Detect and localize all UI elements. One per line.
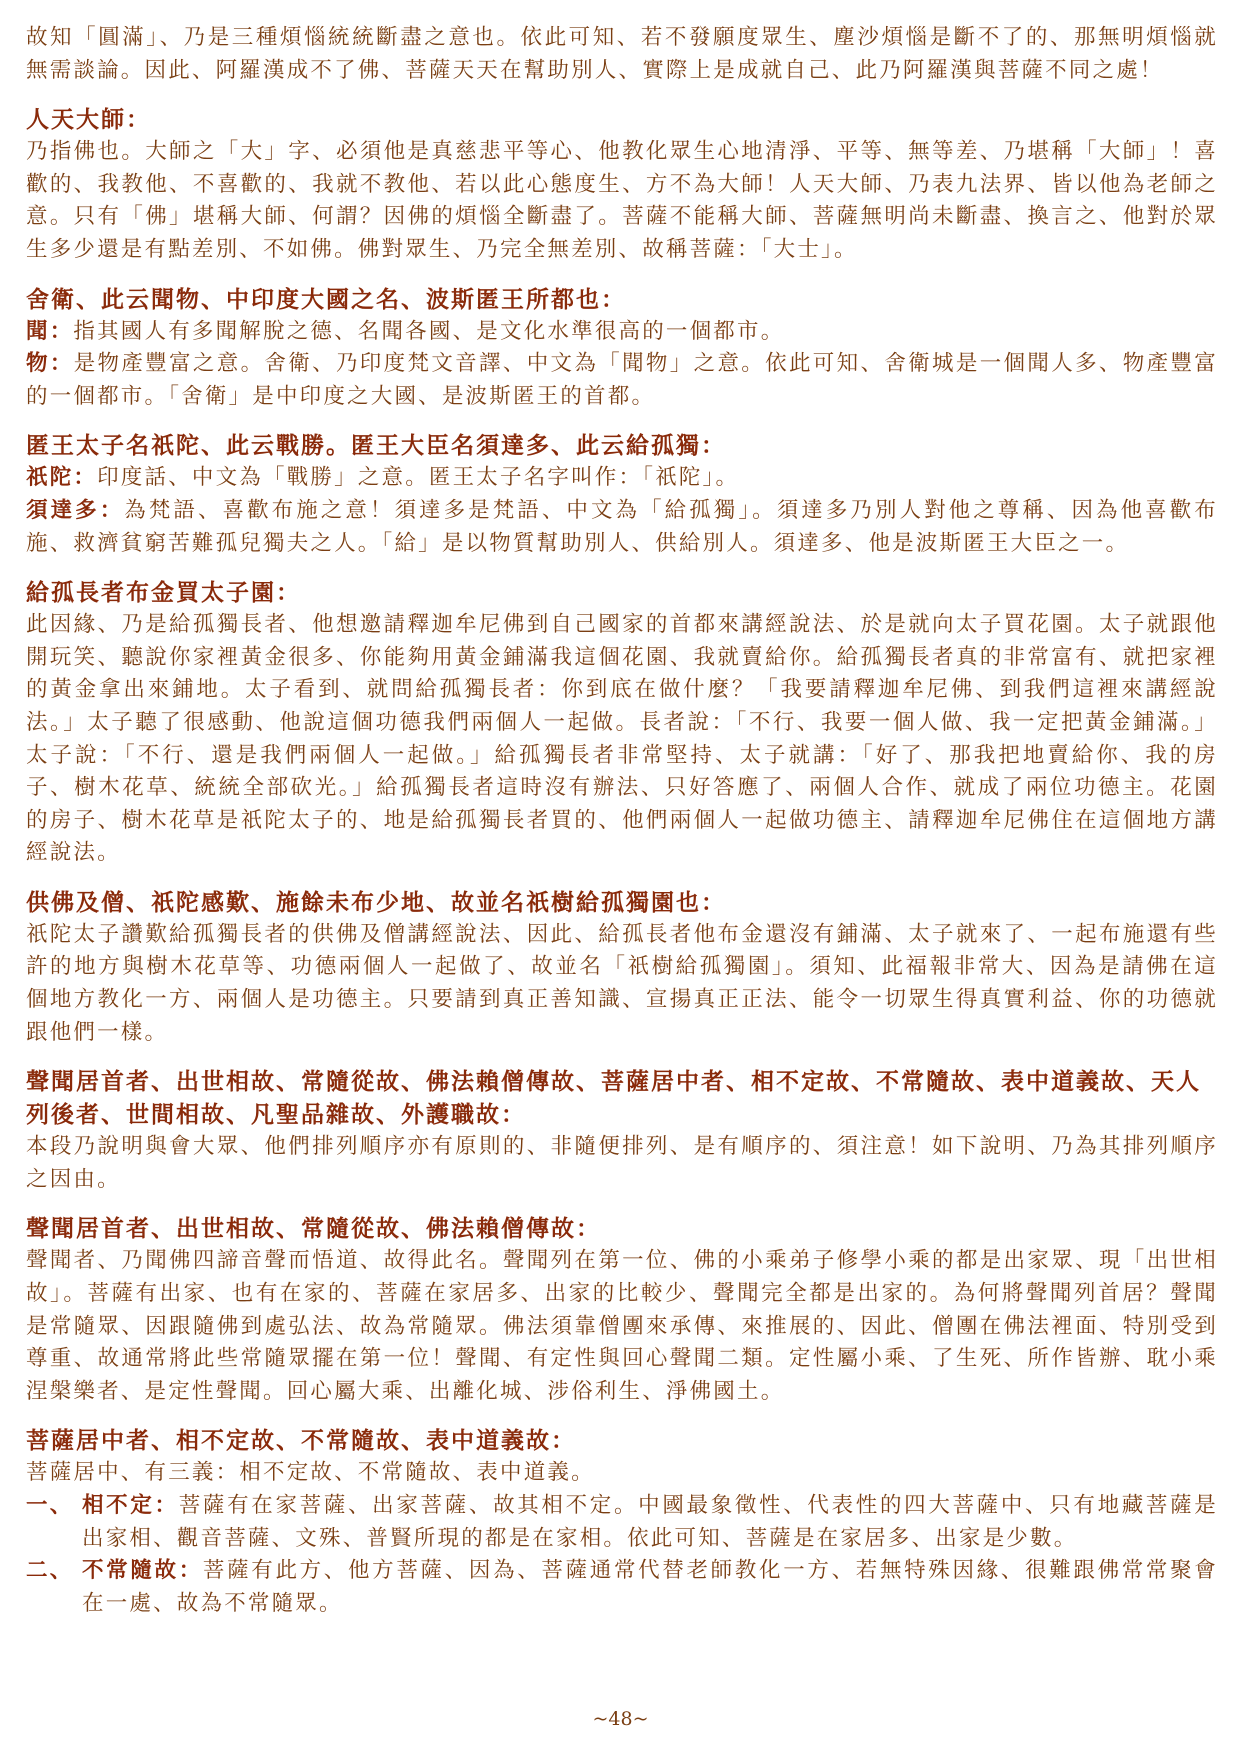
list-body xyxy=(82,1555,1218,1620)
term-label: 不常隨故： xyxy=(82,1558,203,1584)
section-heading: 匿王太子名祇陀、此云戰勝。匿王大臣名須達多、此云給孤獨： xyxy=(26,432,726,460)
list-number: 二、 xyxy=(26,1558,74,1584)
section-teacher xyxy=(26,103,1218,266)
section-heading: 舍衛、此云聞物、中印度大國之名、波斯匿王所都也： xyxy=(26,285,626,313)
term-label: 須達多： xyxy=(26,497,125,523)
term-label: 祇陀： xyxy=(26,465,98,491)
definition-text: 是物產豐富之意。舍衛、乃印度梵文音譯、中文為「聞物」之意。依此可知、舍衛城是一個聞人多、物產豐富的一個都市。「舍衛」是中印度之大國、是波斯匿王的首都。 xyxy=(26,351,1218,409)
section-heading: 聲聞居首者、出世相故、常隨從故、佛法賴僧傳故、菩薩居中者、相不定故、不常隨故、表中道義故、天人列後者、世間相故、凡聖品雜故、外護職故： xyxy=(26,1068,1201,1129)
section-order xyxy=(26,1065,1218,1196)
definition-text: 為梵語、喜歡布施之意！須達多是梵語、中文為「給孤獨」。須達多乃別人對他之尊稱、因為他喜歡布施、救濟貧窮苦難孤兒獨夫之人。「給」是以物質幫助別人、供給別人。須達多、他是波斯匿王大臣之一。 xyxy=(26,497,1218,556)
section-heading: 人天大師： xyxy=(26,106,151,134)
term-label: 相不定： xyxy=(82,1493,179,1518)
page-number: ~48~ xyxy=(592,1708,649,1730)
section-heading: 菩薩居中者、相不定故、不常隨故、表中道義故： xyxy=(26,1427,576,1455)
definition-text: 菩薩有在家菩薩、出家菩薩、故其相不定。中國最象徵性、代表性的四大菩薩中、只有地藏菩薩是出家相、觀音菩薩、文殊、普賢所現的都是在家相。依此可知、菩薩是在家居多、出家是少數。 xyxy=(82,1493,1218,1551)
list-number: 一、 xyxy=(26,1493,74,1518)
section-body: 本段乃說明與會大眾、他們排列順序亦有原則的、非隨便排列、是有順序的、須注意！如下說明、乃為其排列順序之因由。 xyxy=(26,1134,1218,1192)
term-label: 聞： xyxy=(26,318,74,344)
section-body: 聲聞者、乃聞佛四諦音聲而悟道、故得此名。聲聞列在第一位、佛的小乘弟子修學小乘的都是出家眾、現「出世相故」。菩薩有出家、也有在家的、菩薩在家居多、出家的比較少、聲聞完全都是出家的。為何將聲聞列首居？聲聞是常隨眾、因跟隨佛到處弘法、故為常隨眾。佛法須靠僧團來承傳、來推展的、因此、僧團在佛法裡面、特別受到尊重、故通常將此些常隨眾擺在第一位！聲聞、有定性與回心聲聞二類。定性屬小乘、了生死、所作皆辦、耽小乘涅槃樂者、是定性聲聞。回心屬大乘、出離化城、涉俗利生、淨佛國土。 xyxy=(26,1248,1218,1404)
list-item xyxy=(26,1490,1218,1555)
section-shravaka xyxy=(26,1212,1218,1408)
term-label: 物： xyxy=(26,351,74,377)
section-heading: 給孤長者布金買太子園： xyxy=(26,579,301,607)
section-body: 菩薩居中、有三義：相不定故、不常隨故、表中道義。 xyxy=(26,1460,595,1486)
section-body: 此因緣、乃是給孤獨長者、他想邀請釋迦牟尼佛到自己國家的首都來講經說法、於是就向太子買花園。太子就跟他開玩笑、聽說你家裡黃金很多、你能夠用黃金鋪滿我這個花園、我就賣給你。給孤獨長者真的非常富有、就把家裡的黃金拿出來鋪地。太子看到、就問給孤獨長者：你到底在做什麼？「我要請釋迦牟尼佛、到我們這裡來講經說法。」太子聽了很感動、他說這個功德我們兩個人一起做。長者說：「不行、我要一個人做、我一定把黃金鋪滿。」太子說：「不行、還是我們兩個人一起做。」給孤獨長者非常堅持、太子就講：「好了、那我把地賣給你、我的房子、樹木花草、統統全部砍光。」給孤獨長者這時沒有辦法、只好答應了、兩個人合作、就成了兩位功德主。花園的房子、樹木花草是祇陀太子的、地是給孤獨長者買的、他們兩個人一起做功德主、請釋迦牟尼佛住在這個地方講經說法。 xyxy=(26,612,1218,866)
definition-paragraph xyxy=(26,462,1218,495)
section-heading: 聲聞居首者、出世相故、常隨從故、佛法賴僧傳故： xyxy=(26,1215,601,1243)
intro-section xyxy=(26,22,1218,87)
section-offering xyxy=(26,886,1218,1049)
section-body: 祇陀太子讚歎給孤獨長者的供佛及僧講經說法、因此、給孤長者他布金還沒有鋪滿、太子就來了、一起布施還有些許的地方與樹木花草等、功德兩個人一起做了、故並名「祇樹給孤獨園」。須知、此福報非常大、因為是請佛在這個地方教化一方、兩個人是功德主。只要請到真正善知識、宣揚真正正法、能令一切眾生得真實利益、你的功德就跟他們一樣。 xyxy=(26,921,1218,1045)
section-body: 乃指佛也。大師之「大」字、必須他是真慈悲平等心、他教化眾生心地清淨、平等、無等差、乃堪稱「大師」！喜歡的、我教他、不喜歡的、我就不教他、若以此心態度生、方不為大師！人天大師、乃表九法界、皆以他為老師之意。只有「佛」堪稱大師、何謂？因佛的煩惱全斷盡了。菩薩不能稱大師、菩薩無明尚未斷盡、換言之、他對於眾生多少還是有點差別、不如佛。佛對眾生、乃完全無差別、故稱菩薩：「大士」。 xyxy=(26,139,1218,262)
definition-text: 指其國人有多聞解脫之德、名聞各國、是文化水準很高的一個都市。 xyxy=(73,318,785,344)
list-body xyxy=(82,1490,1218,1555)
section-jeta xyxy=(26,429,1218,560)
section-shewei xyxy=(26,283,1218,414)
section-bodhisattva xyxy=(26,1424,1218,1620)
definition-paragraph xyxy=(26,348,1218,413)
list-item xyxy=(26,1555,1218,1620)
section-garden xyxy=(26,576,1218,870)
definition-paragraph xyxy=(26,316,1218,349)
definition-text: 印度話、中文為「戰勝」之意。匿王太子名字叫作：「祇陀」。 xyxy=(97,465,740,491)
definition-text: 菩薩有此方、他方菩薩、因為、菩薩通常代替老師教化一方、若無特殊因緣、很難跟佛常常聚會在一處、故為不常隨眾。 xyxy=(82,1558,1218,1616)
definition-paragraph xyxy=(26,495,1218,560)
intro-paragraph: 故知「圓滿」、乃是三種煩惱統統斷盡之意也。依此可知、若不發願度眾生、塵沙煩惱是斷不了的、那無明煩惱就無需談論。因此、阿羅漢成不了佛、菩薩天天在幫助別人、實際上是成就自己、此乃阿羅漢與菩薩不同之處！ xyxy=(26,25,1218,83)
document-page xyxy=(26,22,1218,1620)
section-heading: 供佛及僧、祇陀感歎、施餘未布少地、故並名祇樹給孤獨園也： xyxy=(26,888,726,916)
